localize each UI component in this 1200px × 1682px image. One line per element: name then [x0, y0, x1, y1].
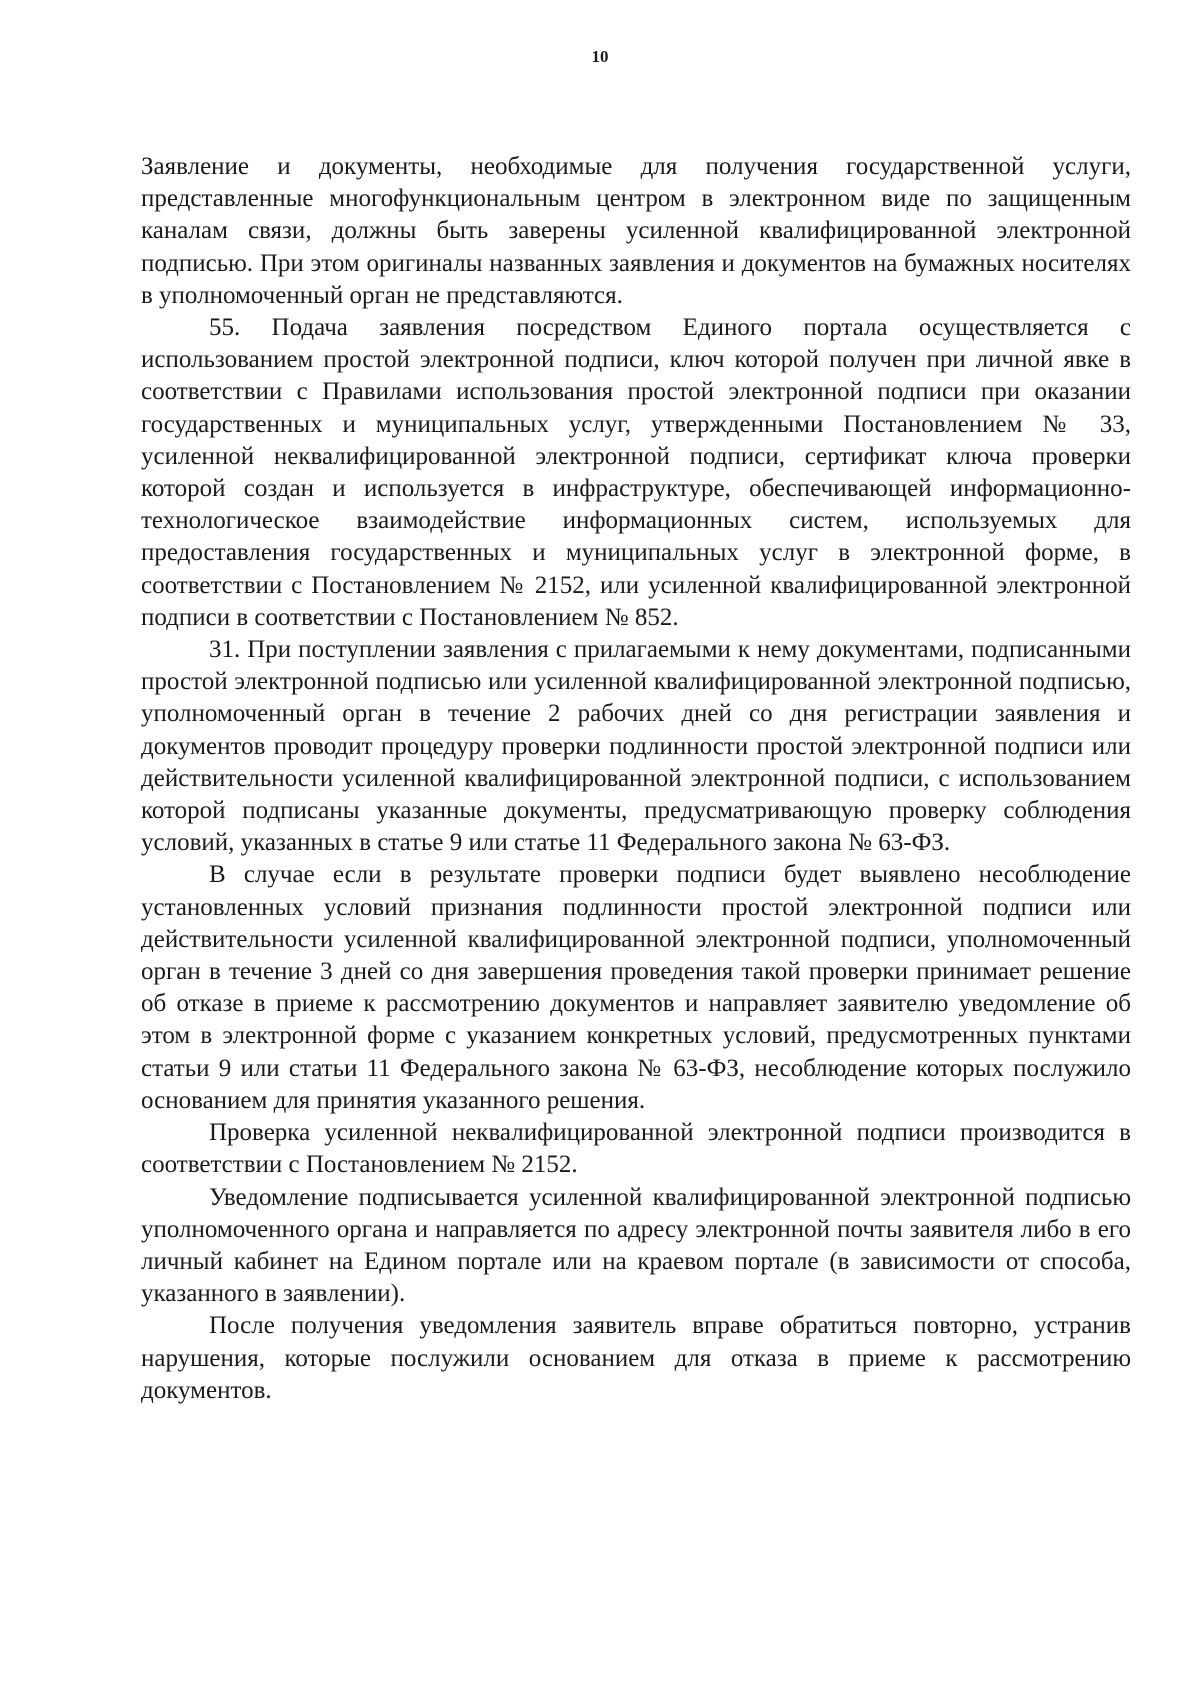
paragraph-clause-31: 31. При поступлении заявления с прилагаемыми к нему документами, подписанными простой электронной подписью или усиленной квалифицированной электронной подписью, уполномоченный орган в течение 2 рабочих дней со дня регистрации заявления и документов проводит процедуру проверки подлинности простой электронной подписи или действительности усиленной квалифицированной электронной подписи, с использованием которой подписаны указанные документы, предусматривающую проверку соблюдения условий, указанных в статье 9 или статье 11 Федерального закона № 63-ФЗ.: [141, 636, 1131, 857]
paragraph-notification-signing: Уведомление подписывается усиленной квалифицированной электронной подписью уполномоченного органа и направляется по адресу электронной почты заявителя либо в его личный кабинет на Едином портале или на краевом портале (в зависимости от способа, указанного в заявлении).: [141, 1183, 1131, 1308]
paragraph-signature-failure: В случае если в результате проверки подписи будет выявлено несоблюдение установленных условий признания подлинности простой электронной подписи или действительности усиленной квалифицированной электронной подписи, уполномоченный орган в течение 3 дней со дня завершения проведения такой проверки принимает решение об отказе в приеме к рассмотрению документов и направляет заявителю уведомление об этом в электронной форме с указанием конкретных условий, предусмотренных пунктами статьи 9 или статьи 11 Федерального закона № 63-ФЗ, несоблюдение которых послужило основанием для принятия указанного решения.: [141, 861, 1131, 1114]
paragraph-reapplication: После получения уведомления заявитель вправе обратиться повторно, устранив нарушения, которые послужили основанием для отказа в приеме к рассмотрению документов.: [141, 1312, 1131, 1404]
document-body: [141, 151, 1131, 1407]
paragraph-unqualified-signature-check: Проверка усиленной неквалифицированной электронной подписи производится в соответствии с Постановлением № 2152.: [141, 1119, 1131, 1179]
paragraph-continuation: Заявление и документы, необходимые для получения государственной услуги, представленные многофункциональным центром в электронном виде по защищенным каналам связи, должны быть заверены усиленной квалифицированной электронной подписью. При этом оригиналы названных заявления и документов на бумажных носителях в уполномоченный орган не представляются.: [141, 153, 1131, 309]
page-number: 10: [591, 47, 609, 66]
paragraph-clause-55: 55. Подача заявления посредством Единого портала осуществляется с использованием простой электронной подписи, ключ которой получен при личной явке в соответствии с Правилами использования простой электронной подписи при оказании государственных и муниципальных услуг, утвержденными Постановлением № 33, усиленной неквалифицированной электронной подписи, сертификат ключа проверки которой создан и используется в инфраструктуре, обеспечивающей информационно-технологическое взаимодействие информационных систем, используемых для предоставления государственных и муниципальных услуг в электронной форме, в соответствии с Постановлением № 2152, или усиленной квалифицированной электронной подписи в соответствии с Постановлением № 852.: [141, 314, 1131, 631]
